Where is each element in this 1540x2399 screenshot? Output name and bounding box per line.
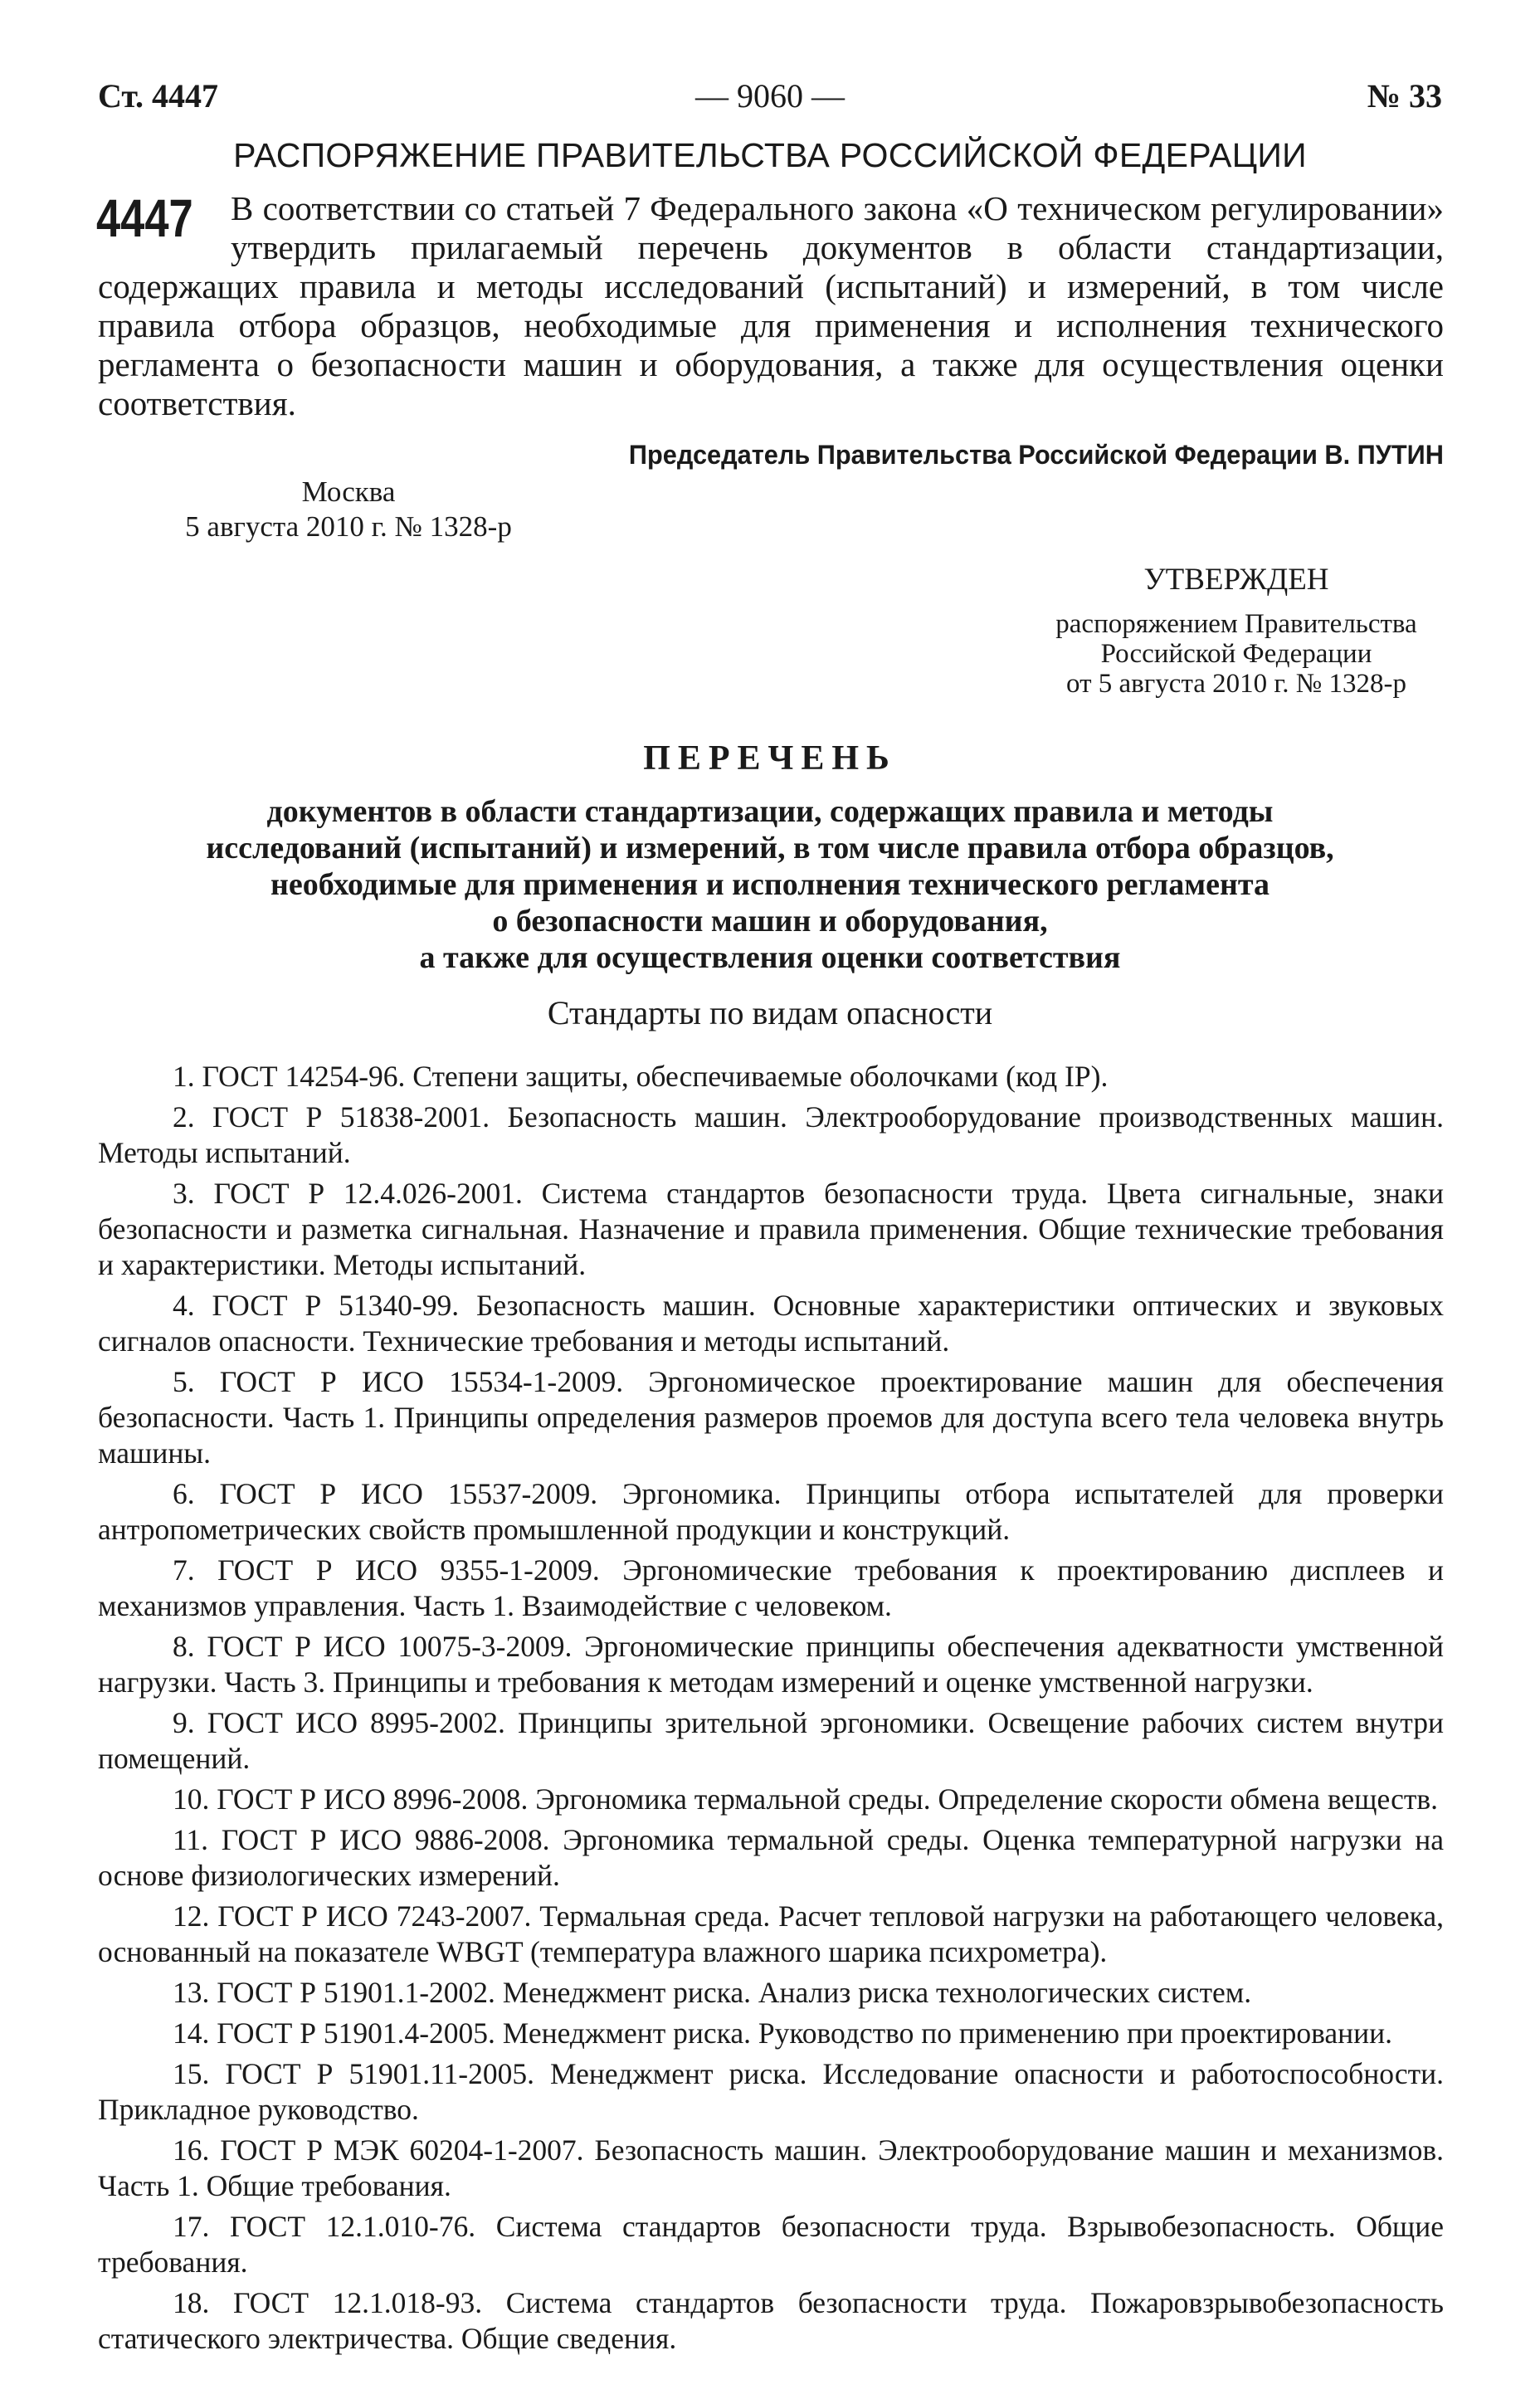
document-type-title: РАСПОРЯЖЕНИЕ ПРАВИТЕЛЬСТВА РОССИЙСКОЙ ФЕДЕРАЦИИ <box>233 136 1307 174</box>
subtitle-line: исследований (испытаний) и измерений, в том числе правила отбора образцов, <box>206 831 1334 865</box>
date-number: 5 августа 2010 г. № 1328-р <box>185 510 512 543</box>
approved-line: от 5 августа 2010 г. № 1328-р <box>1066 669 1406 699</box>
list-item: 16. ГОСТ Р МЭК 60204-1-2007. Безопасность машин. Электрооборудование машин и механизмов. Часть 1. Общие требования. <box>98 2133 1444 2202</box>
order-text: В соответствии со статьей 7 Федерального закона «О техническом регулировании» утвердить прилагаемый перечень документов в области стандартизации, содержащих правила и методы исследований (испытаний) и измерений, в том числе правила отбора образцов, необходимые для применения и исполнения технического регламента о безопасности машин и оборудования, а также для осуществления оценки соответствия. <box>98 189 1444 422</box>
issue-number: № 33 <box>1367 77 1442 115</box>
list-item: 12. ГОСТ Р ИСО 7243-2007. Термальная среда. Расчет тепловой нагрузки на работающего человека, основанный на показателе WBGT (температура влажного шарика психрометра). <box>98 1899 1444 1968</box>
list-item: 14. ГОСТ Р 51901.4-2005. Менеджмент риска. Руководство по применению при проектировании. <box>173 2016 1392 2050</box>
list-item: 2. ГОСТ Р 51838-2001. Безопасность машин. Электрооборудование производственных машин. Методы испытаний. <box>98 1100 1444 1169</box>
subtitle-line: документов в области стандартизации, содержащих правила и методы <box>266 794 1274 829</box>
list-item: 6. ГОСТ Р ИСО 15537-2009. Эргономика. Принципы отбора испытателей для проверки антропометрических свойств промышленной продукции и конструкций. <box>98 1477 1444 1546</box>
list-subtitle <box>0 793 1540 976</box>
list-item: 9. ГОСТ ИСО 8995-2002. Принципы зрительной эргономики. Освещение рабочих систем внутри помещений. <box>98 1706 1444 1775</box>
list-item: 10. ГОСТ Р ИСО 8996-2008. Эргономика термальной среды. Определение скорости обмена веществ. <box>173 1782 1439 1816</box>
standards-list <box>98 1059 1444 2362</box>
list-heading: ПЕРЕЧЕНЬ <box>643 739 897 778</box>
subtitle-line: необходимые для применения и исполнения технического регламента <box>270 867 1270 902</box>
list-item: 4. ГОСТ Р 51340-99. Безопасность машин. Основные характеристики оптических и звуковых сигналов опасности. Технические требования и методы испытаний. <box>98 1289 1444 1358</box>
list-item: 8. ГОСТ Р ИСО 10075-3-2009. Эргономические принципы обеспечения адекватности умственной нагрузки. Часть 3. Принципы и требования к методам измерений и оценке умственной нагрузки. <box>98 1630 1444 1699</box>
article-number: Ст. 4447 <box>98 77 218 115</box>
list-item: 18. ГОСТ 12.1.018-93. Система стандартов безопасности труда. Пожаровзрывобезопасность статического электричества. Общие сведения. <box>98 2286 1444 2355</box>
approved-title: УТВЕРЖДЕН <box>1143 563 1329 597</box>
list-item: 1. ГОСТ 14254-96. Степени защиты, обеспечиваемые оболочками (код IP). <box>173 1060 1109 1093</box>
place-date-block <box>166 475 531 544</box>
list-item: 17. ГОСТ 12.1.010-76. Система стандартов безопасности труда. Взрывобезопасность. Общие требования. <box>98 2210 1444 2279</box>
section-title: Стандарты по видам опасности <box>547 994 993 1031</box>
list-item: 11. ГОСТ Р ИСО 9886-2008. Эргономика термальной среды. Оценка температурной нагрузки на основе физиологических измерений. <box>98 1823 1444 1892</box>
list-item: 13. ГОСТ Р 51901.1-2002. Менеджмент риска. Анализ риска технологических систем. <box>173 1976 1252 2009</box>
approved-line: Российской Федерации <box>1100 639 1372 669</box>
approval-stamp <box>1029 559 1444 699</box>
place: Москва <box>301 475 396 508</box>
list-item: 7. ГОСТ Р ИСО 9355-1-2009. Эргономические требования к проектированию дисплеев и механизмов управления. Часть 1. Взаимодействие с человеком. <box>98 1553 1444 1622</box>
approved-line: распоряжением Правительства <box>1055 609 1417 639</box>
signature-line: Председатель Правительства Российской Федерации В. ПУТИН <box>629 440 1444 470</box>
order-number: 4447 <box>96 188 193 248</box>
list-item: 15. ГОСТ Р 51901.11-2005. Менеджмент риска. Исследование опасности и работоспособности. Прикладное руководство. <box>98 2057 1444 2126</box>
page-number: — 9060 — <box>695 77 845 115</box>
subtitle-line: о безопасности машин и оборудования, <box>492 904 1048 939</box>
list-item: 3. ГОСТ Р 12.4.026-2001. Система стандартов безопасности труда. Цвета сигнальные, знаки безопасности и разметка сигнальная. Назначение и правила применения. Общие технические требования и характеристики. Методы испытаний. <box>98 1177 1444 1281</box>
list-item: 5. ГОСТ Р ИСО 15534-1-2009. Эргономическое проектирование машин для обеспечения безопасности. Часть 1. Принципы определения размеров проемов для доступа всего тела человека внутрь машины. <box>98 1365 1444 1470</box>
subtitle-line: а также для осуществления оценки соответствия <box>419 940 1121 975</box>
